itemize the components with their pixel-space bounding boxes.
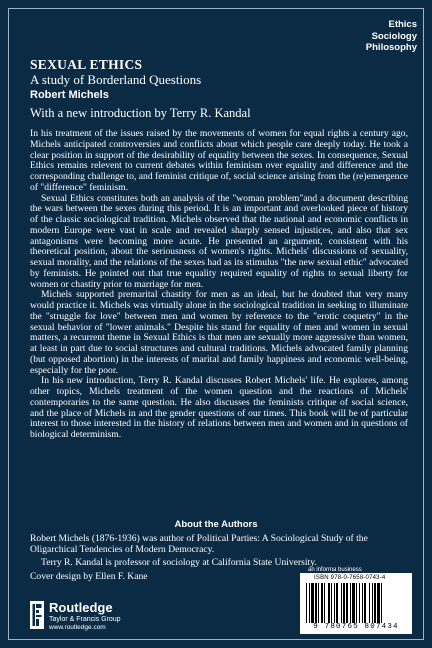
isbn-barcode — [300, 573, 412, 634]
subject-label: Ethics — [388, 19, 417, 30]
author-bio: Terry R. Kandal is professor of sociology at California State University. — [41, 556, 317, 568]
publisher-url: www.routledge.com — [49, 624, 106, 631]
subject-categories — [366, 19, 417, 54]
book-title: SEXUAL ETHICS — [30, 57, 143, 72]
routledge-logo-icon — [30, 601, 44, 629]
author-bios — [30, 534, 408, 568]
book-description — [30, 129, 408, 441]
description-paragraph: In his new introduction, Terry R. Kandal discusses Robert Michels' life. He explores, among other topics, Michels treatment of the women question and the reactions of Michels' contemporaries to the same question. He also discusses the feminists critique of social science, and the place of Michels in and the gender questions of our times. This book will be of particular interest to those interested in the history of relations between men and women and in questions of biological determinism. — [30, 375, 408, 440]
title-block — [30, 57, 410, 121]
subject-label: Sociology — [371, 30, 417, 42]
barcode-icon — [306, 583, 406, 623]
book-subtitle: A study of Borderland Questions — [30, 72, 202, 87]
introduction-credit: With a new introduction by Terry R. Kandal — [30, 106, 251, 120]
subject-label: Philosophy — [365, 42, 417, 53]
description-paragraph: Michels supported premarital chastity for men as an ideal, but he doubted that very many would practice it. Michels was virtually alone in the sociological tradition in seeking to illuminate the "struggle for love" between men and women by reference to the "erotic coquetry" in the sexual behavior of "lower animals." Despite his stand for equality of men and women in sexual matters, a recurrent theme in Sexual Ethics is that men are sexually more aggressive than women, at least in part due to social structures and cultural traditions. Michels advocated family planning (but opposed abortion) in the interests of marital and family happiness and economic well-being, especially for the poor. — [30, 289, 408, 376]
publisher-group: Taylor & Francis Group — [49, 616, 121, 623]
description-paragraph: In his treatment of the issues raised by the movements of women for equal rights a century ago, Michels anticipated controversies and conflicts about which people care deeply today. He took a clear position in support of the desirability of equality between the sexes. In consequence, Sexual Ethics remains relevent to current debates within feminism over equality and difference and the corresponding challenge to, and feminist critique of, social science arising from the (re)emergence of "difference" feminism. — [30, 128, 408, 193]
author-bio: Robert Michels (1876-1936) was author of Political Parties: A Sociological Study of the Oligarchical Tendencies of Modern Democracy. — [30, 533, 368, 555]
informa-tagline: an informa business — [308, 567, 362, 573]
isbn-label: ISBN 978-0-7658-0743-4 — [314, 575, 386, 581]
barcode-digits: 9 780765 807434 — [313, 623, 399, 631]
publisher-text — [49, 601, 121, 632]
description-paragraph: Sexual Ethics constitutes both an analysis of the "woman problem"and a document describing the wars between the sexes during this period. It is an important and overlooked piece of history of the classic sociological tradition. Michels observed that the national and economic conflicts in modern Europe were vast in scale and revealed sharply sensed injustices, and also that sex antagonisms were becoming more acute. He presented an argument, consistent with his theoretical position, about the seriousness of women's rights. Michels' discussions of sexuality, sexual morality, and the relations of the sexes had as its stimulus "the new sexual ethic" advocated by feminists. He pointed out that true equality required equality of rights to sexual liberty for women or chastity prior to marriage for men. — [30, 192, 408, 290]
author-name: Robert Michels — [30, 89, 109, 101]
about-authors-heading: About the Authors — [174, 519, 258, 530]
publisher-logo — [30, 601, 121, 632]
publisher-name: Routledge — [49, 600, 113, 615]
cover-design-credit: Cover design by Ellen F. Kane — [30, 571, 148, 582]
